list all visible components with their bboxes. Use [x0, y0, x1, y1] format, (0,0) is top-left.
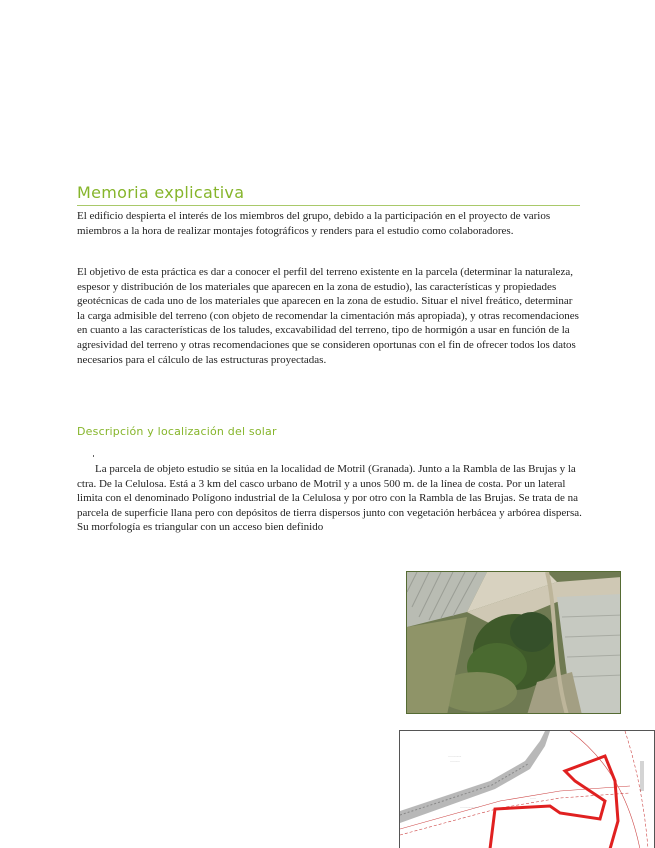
intro-paragraph: El edificio despierta el interés de los miembros del grupo, debido a la participación en el proyecto de varios miembros a la hora de realizar montajes fotográficos y renders para el estudio como colaboradores. — [77, 210, 551, 237]
location-paragraph — [77, 462, 582, 535]
location-paragraph-text: La parcela de objeto estudio se sitúa en la localidad de Motril (Granada). Junto a la Rambla de las Brujas y la ctra. De la Celulosa. Está a 3 km del casco urbano de Motril y a unos 500 m. de la línea de costa. Por un lateral limita con el denominado Polígono industrial de la Celulosa y por otro con la Rambla de las Brujas. Se trata de na parcela de superficie llana pero con depósitos de tierra dispersos junto con vegetación herbácea y arbórea dispersa. Su morfología es triangular con un acceso bien definido — [77, 463, 582, 534]
svg-text:····: ···· — [585, 785, 589, 789]
site-plan-graphic — [400, 731, 655, 848]
decorative-dot — [93, 455, 94, 457]
svg-text:··············: ·············· — [448, 754, 462, 758]
aerial-photo-graphic — [407, 572, 621, 714]
svg-text:··········: ·········· — [450, 759, 460, 763]
subsection-title: Descripción y localización del solar — [77, 425, 277, 438]
aerial-photo — [406, 571, 621, 714]
svg-text:······: ······ — [530, 796, 536, 800]
svg-text:····················: ···················· — [460, 805, 480, 809]
objective-paragraph: El objetivo de esta práctica es dar a conocer el perfil del terreno existente en la parcela (determinar la naturaleza, espesor y distribución de los materiales que aparecen en la zona de estudio), las características y propiedades geotécnicas de cada uno de los materiales que aparecen en la zona de estudio. Situar el nivel freático, determinar la carga admisible del terreno (con objeto de recomendar la cimentación más apropiada), y otras recomendaciones en cuanto a las características de los taludes, excavabilidad del terreno, tipo de hormigón a usar en función de la agresividad del terreno y otras recomendaciones que se consideren oportunas con el fin de ofrecer todos los datos necesarios para el cálculo de las estructuras proyectadas. — [77, 266, 579, 366]
section-title: Memoria explicativa — [77, 183, 580, 206]
site-plan — [399, 730, 655, 848]
